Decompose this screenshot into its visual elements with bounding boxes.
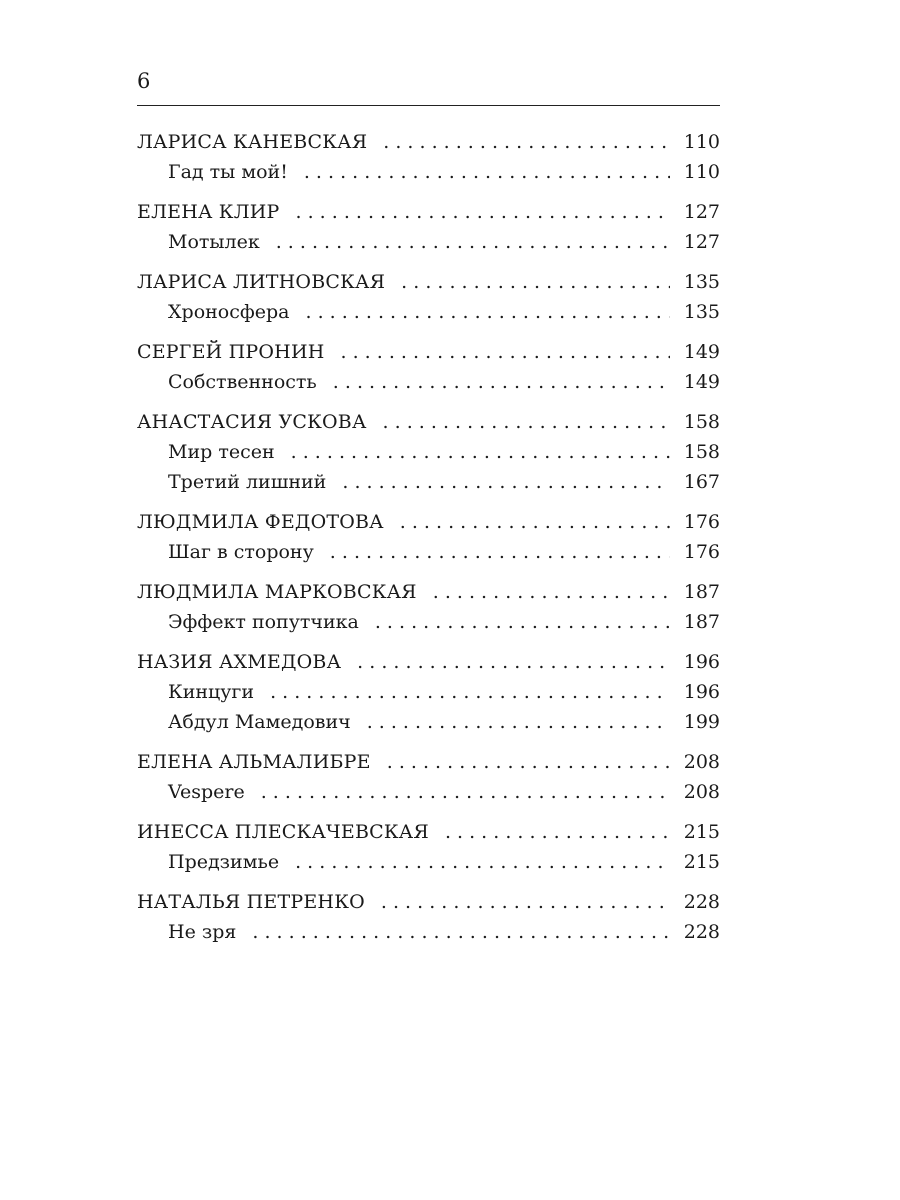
page-ref: 215 <box>683 821 720 843</box>
work-title: Vespere <box>168 781 245 803</box>
page-ref: 199 <box>683 711 720 733</box>
toc-work-entry <box>137 607 720 637</box>
dot-leader <box>270 677 670 707</box>
page-number: 6 <box>137 69 151 93</box>
author-name: НАТАЛЬЯ ПЕТРЕНКО <box>137 891 365 913</box>
page-ref: 127 <box>683 231 720 253</box>
page-ref: 149 <box>683 371 720 393</box>
toc-work-entry <box>137 917 720 947</box>
author-name: ИНЕССА ПЛЕСКАЧЕВСКАЯ <box>137 821 429 843</box>
page-ref: 135 <box>683 271 720 293</box>
toc-author-entry <box>137 407 720 437</box>
dot-leader <box>357 647 670 677</box>
toc-work-entry <box>137 437 720 467</box>
dot-leader <box>295 847 670 877</box>
page-ref: 176 <box>683 511 720 533</box>
dot-leader <box>367 707 670 737</box>
page-ref: 167 <box>683 471 720 493</box>
dot-leader <box>387 747 670 777</box>
dot-leader <box>381 887 670 917</box>
toc-author-entry <box>137 197 720 227</box>
dot-leader <box>333 367 670 397</box>
page-ref: 135 <box>683 301 720 323</box>
page-ref: 196 <box>683 681 720 703</box>
dot-leader <box>445 817 670 847</box>
page-ref: 158 <box>683 411 720 433</box>
page-ref: 110 <box>683 161 720 183</box>
toc-work-entry <box>137 297 720 327</box>
toc-work-entry <box>137 677 720 707</box>
page-ref: 196 <box>683 651 720 673</box>
toc-author-entry <box>137 507 720 537</box>
page-ref: 176 <box>683 541 720 563</box>
page-ref: 228 <box>683 921 720 943</box>
author-name: ЛАРИСА ЛИТНОВСКАЯ <box>137 271 386 293</box>
work-title: Эффект попутчика <box>168 611 359 633</box>
toc-author-entry <box>137 817 720 847</box>
work-title: Гад ты мой! <box>168 161 288 183</box>
author-name: НАЗИЯ АХМЕДОВА <box>137 651 342 673</box>
dot-leader <box>375 607 670 637</box>
work-title: Мир тесен <box>168 441 275 463</box>
work-title: Хроносфера <box>168 301 290 323</box>
toc-author-entry <box>137 647 720 677</box>
work-title: Собственность <box>168 371 317 393</box>
dot-leader <box>342 467 670 497</box>
dot-leader <box>305 297 670 327</box>
dot-leader <box>341 337 671 367</box>
author-name: ЛЮДМИЛА МАРКОВСКАЯ <box>137 581 417 603</box>
dot-leader <box>291 437 670 467</box>
toc-author-entry <box>137 337 720 367</box>
page-ref: 228 <box>683 891 720 913</box>
page-ref: 187 <box>683 611 720 633</box>
page-ref: 149 <box>683 341 720 363</box>
toc-work-entry <box>137 157 720 187</box>
toc-work-entry <box>137 707 720 737</box>
toc-work-entry <box>137 847 720 877</box>
toc-author-entry <box>137 577 720 607</box>
dot-leader <box>304 157 670 187</box>
toc-work-entry <box>137 227 720 257</box>
toc-author-entry <box>137 267 720 297</box>
page-ref: 208 <box>683 751 720 773</box>
author-name: СЕРГЕЙ ПРОНИН <box>137 341 325 363</box>
author-name: ЕЛЕНА АЛЬМАЛИБРЕ <box>137 751 371 773</box>
author-name: ЛАРИСА КАНЕВСКАЯ <box>137 131 368 153</box>
toc-work-entry <box>137 467 720 497</box>
work-title: Не зря <box>168 921 237 943</box>
author-name: ЕЛЕНА КЛИР <box>137 201 280 223</box>
dot-leader <box>276 227 670 257</box>
page-ref: 158 <box>683 441 720 463</box>
work-title: Кинцуги <box>168 681 255 703</box>
toc-author-entry <box>137 887 720 917</box>
author-name: АНАСТАСИЯ УСКОВА <box>137 411 367 433</box>
page-ref: 127 <box>683 201 720 223</box>
work-title: Мотылек <box>168 231 260 253</box>
toc-work-entry <box>137 777 720 807</box>
dot-leader <box>383 127 670 157</box>
page-ref: 215 <box>683 851 720 873</box>
work-title: Шаг в сторону <box>168 541 314 563</box>
work-title: Абдул Мамедович <box>168 711 351 733</box>
dot-leader <box>330 537 670 567</box>
dot-leader <box>401 267 670 297</box>
toc-author-entry <box>137 127 720 157</box>
dot-leader <box>252 917 670 947</box>
page-ref: 208 <box>683 781 720 803</box>
dot-leader <box>296 197 670 227</box>
page-ref: 110 <box>683 131 720 153</box>
dot-leader <box>383 407 670 437</box>
dot-leader <box>433 577 670 607</box>
header-rule <box>137 105 720 106</box>
toc-work-entry <box>137 367 720 397</box>
table-of-contents <box>137 127 720 947</box>
toc-author-entry <box>137 747 720 777</box>
work-title: Предзимье <box>168 851 280 873</box>
page-ref: 187 <box>683 581 720 603</box>
work-title: Третий лишний <box>168 471 327 493</box>
author-name: ЛЮДМИЛА ФЕДОТОВА <box>137 511 384 533</box>
dot-leader <box>400 507 670 537</box>
dot-leader <box>261 777 670 807</box>
toc-work-entry <box>137 537 720 567</box>
